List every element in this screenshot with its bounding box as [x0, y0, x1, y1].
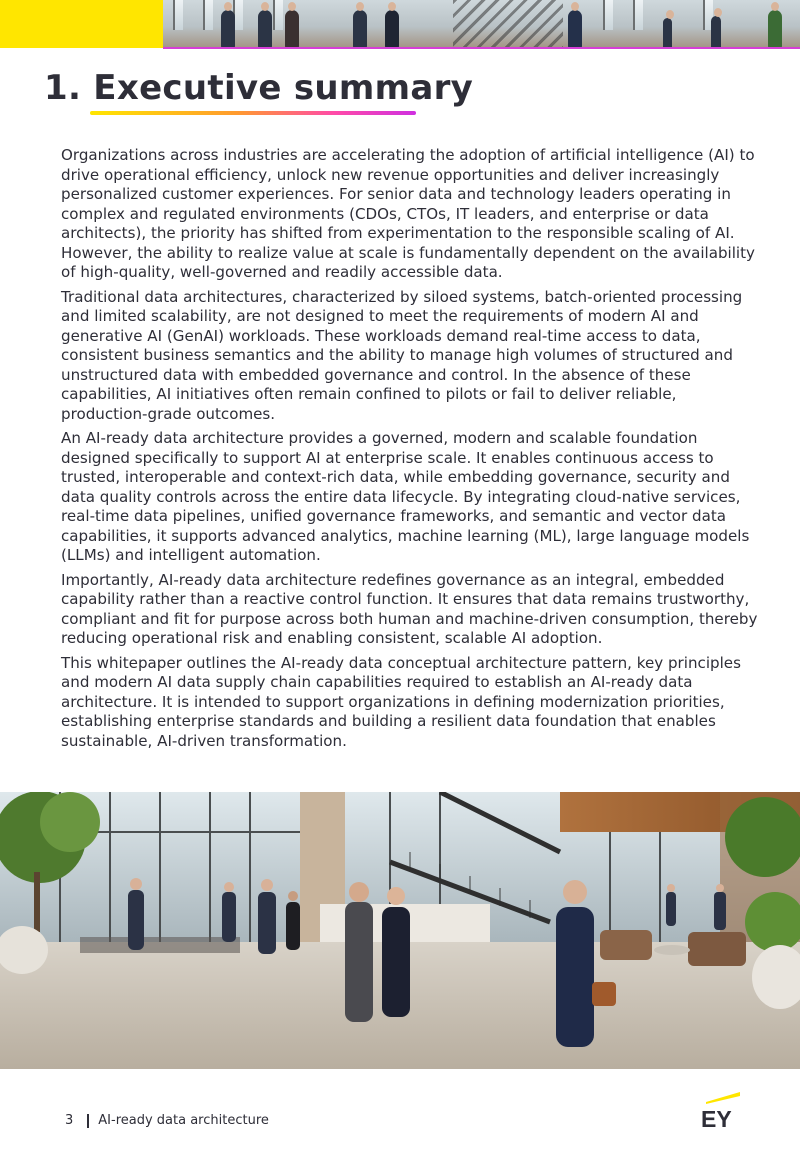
banner-person	[568, 10, 582, 48]
window-mullion	[603, 0, 613, 30]
page-title: 1. Executive summary	[44, 68, 474, 108]
banner-plant	[768, 10, 782, 48]
office-lobby-photo	[0, 792, 800, 1069]
paragraph: This whitepaper outlines the AI-ready data conceptual architecture pattern, key principles and modern AI data supply chain capabilities required to establish an AI-ready data architecture. It is intended to support organizations in defining modernization priorities, establishing enterprise standards and building a resilient data foundation that enables sustainable, AI-driven transformation.	[61, 653, 741, 750]
banner-person	[221, 10, 235, 48]
ey-logo	[698, 1086, 742, 1130]
body-text	[61, 146, 761, 756]
footer-separator	[87, 1114, 89, 1128]
page-number: 3	[65, 1113, 74, 1128]
ey-logo-text: EY	[701, 1106, 732, 1130]
banner-person	[663, 18, 672, 48]
banner-person	[285, 10, 299, 48]
footer-doc-title: AI-ready data architecture	[98, 1113, 269, 1128]
window-mullion	[173, 0, 183, 30]
banner-yellow-block	[0, 0, 163, 48]
window-mullion	[273, 0, 283, 30]
top-banner	[0, 0, 800, 48]
banner-person	[385, 10, 399, 48]
banner-photo-strip	[163, 0, 800, 48]
title-gradient-underline	[90, 111, 416, 115]
banner-person	[353, 10, 367, 48]
banner-magenta-rule	[163, 47, 800, 49]
paragraph: Traditional data architectures, characterized by siloed systems, batch-oriented processing and limited scalability, are not designed to meet the requirements of modern AI and generative AI (GenAI) workloads. These workloads demand real-time access to data, consistent business semantics and the ability to manage high volumes of structured and unstructured data with embedded governance and control. In the absence of these capabilities, AI initiatives often remain confined to pilots or fail to deliver reliable, production-grade outcomes.	[61, 287, 743, 423]
banner-person	[258, 10, 272, 48]
window-mullion	[203, 0, 213, 30]
banner-staircase	[453, 0, 563, 48]
paragraph: Importantly, AI-ready data architecture redefines governance as an integral, embedded capability rather than a reactive control function. It ensures that data remains trustworthy, compliant and fit for purpose across both human and machine-driven consumption, thereby reducing operational risk and enabling consistent, scalable AI adoption.	[61, 570, 758, 647]
lobby-illustration	[0, 792, 800, 1069]
banner-person	[711, 16, 721, 48]
paragraph: An AI-ready data architecture provides a governed, modern and scalable foundation designed specifically to support AI at enterprise scale. It enables continuous access to trusted, interoperable and context-rich data, while embedding governance, security and data quality controls across the entire data lifecycle. By integrating cloud-native services, real-time data pipelines, unified governance frameworks, and semantic and vector data capabilities, it supports advanced analytics, machine learning (ML), large language models (LLMs) and intelligent automation.	[61, 429, 750, 564]
window-mullion	[633, 0, 643, 30]
ey-logo-beam	[706, 1092, 740, 1104]
page-footer	[65, 1113, 269, 1128]
paragraph: Organizations across industries are accelerating the adoption of artificial intelligence (AI) to drive operational efficiency, unlock new revenue opportunities and deliver increasingly personalized customer experiences. For senior data and technology leaders operating in complex and regulated environments (CDOs, CTOs, IT leaders, and enterprise or data architects), the priority has shifted from experimentation to the responsible scaling of AI. However, the ability to realize value at scale is fundamentally dependent on the availability of high-quality, well-governed and readily accessible data.	[61, 146, 755, 281]
